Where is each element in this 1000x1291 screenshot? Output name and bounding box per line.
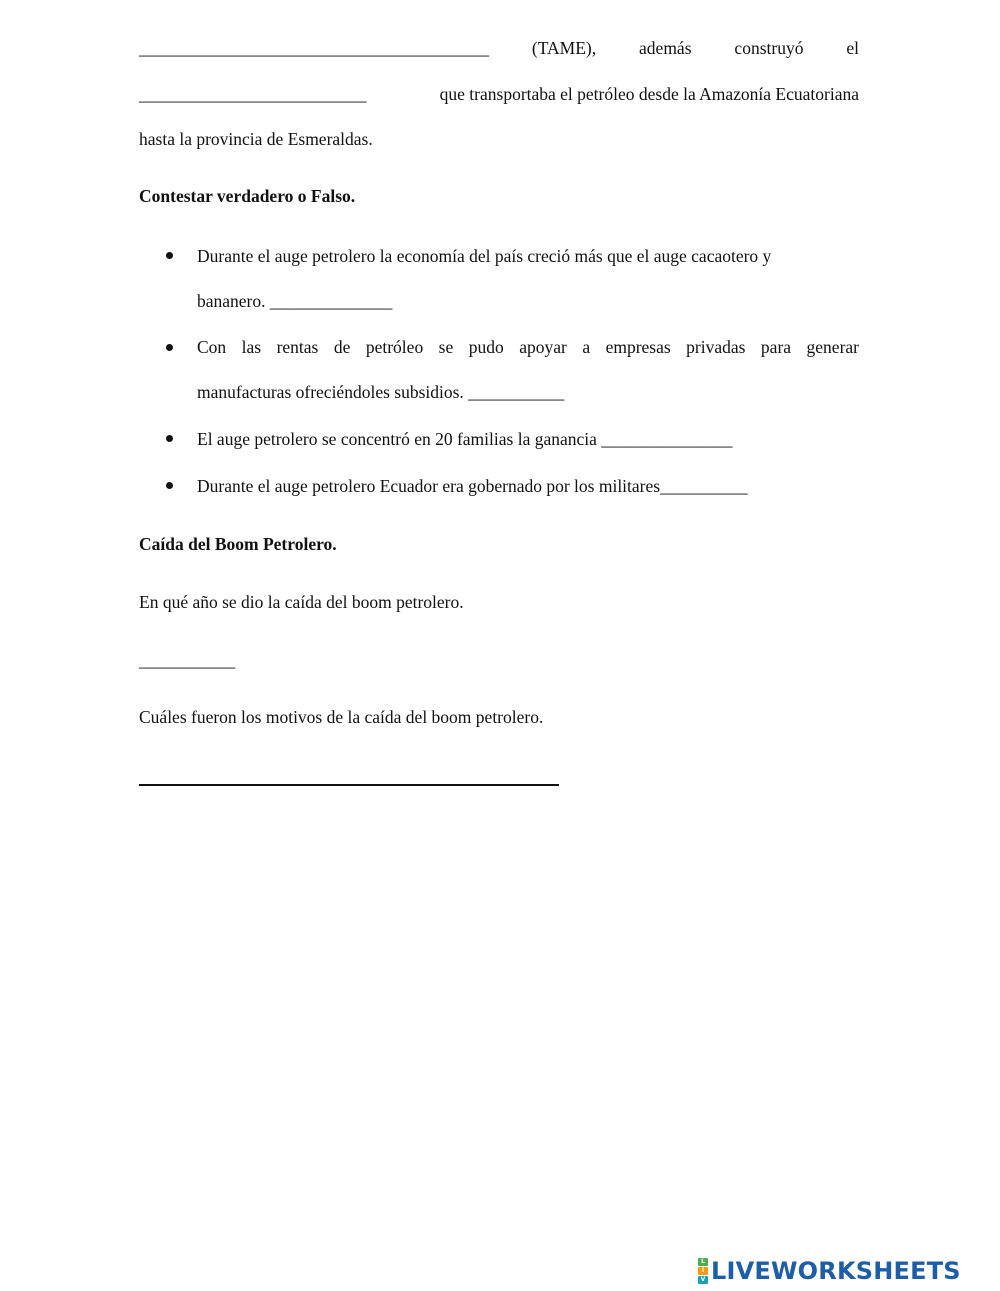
intro-tame: (TAME),	[531, 38, 597, 58]
bullet-icon	[166, 252, 173, 259]
logo-text: LIVEWORKSHEETS	[711, 1257, 961, 1285]
logo-letter-v: V	[698, 1276, 708, 1284]
intro-line-2	[139, 84, 859, 105]
section-heading-vf: Contestar verdadero o Falso.	[139, 186, 356, 206]
bullet-icon	[166, 344, 173, 351]
liveworksheets-logo	[698, 1257, 961, 1285]
intro-ademas: además	[639, 38, 692, 58]
question-motives: Cuáles fueron los motivos de la caída del boom petrolero.	[139, 707, 544, 727]
vf-item-1-line-2[interactable]: bananero. ______________	[197, 291, 393, 311]
logo-squares-icon	[698, 1258, 708, 1284]
logo-letter-l: L	[698, 1258, 708, 1266]
fill-blank-tame[interactable]: ________________________________________	[139, 38, 489, 58]
bullet-icon	[166, 482, 173, 489]
fill-blank-oleoducto[interactable]: __________________________	[139, 84, 367, 104]
vf-item-3[interactable]: El auge petrolero se concentró en 20 familias la ganancia _______________	[197, 429, 733, 449]
question-year: En qué año se dio la caída del boom petrolero.	[139, 592, 464, 612]
section-heading-caida: Caída del Boom Petrolero.	[139, 534, 337, 554]
vf-item-2-line-1: Con las rentas de petróleo se pudo apoyar a empresas privadas para generar	[197, 337, 859, 357]
intro-line-2-text: que transportaba el petróleo desde la Amazonía Ecuatoriana	[439, 84, 859, 104]
intro-el: el	[846, 38, 859, 58]
vf-item-2-line-2[interactable]: manufacturas ofreciéndoles subsidios. ___________	[197, 382, 565, 402]
logo-letter-i: I	[698, 1267, 708, 1275]
intro-line-3: hasta la provincia de Esmeraldas.	[139, 129, 373, 149]
intro-line-1	[139, 38, 859, 59]
bullet-icon	[166, 435, 173, 442]
intro-construyo: construyó	[734, 38, 804, 58]
answer-motives-line[interactable]	[139, 784, 559, 786]
vf-item-4[interactable]: Durante el auge petrolero Ecuador era gobernado por los militares__________	[197, 476, 748, 496]
vf-item-1-line-1: Durante el auge petrolero la economía del país creció más que el auge cacaotero y	[197, 246, 772, 266]
answer-year-blank[interactable]: ___________	[139, 650, 236, 670]
